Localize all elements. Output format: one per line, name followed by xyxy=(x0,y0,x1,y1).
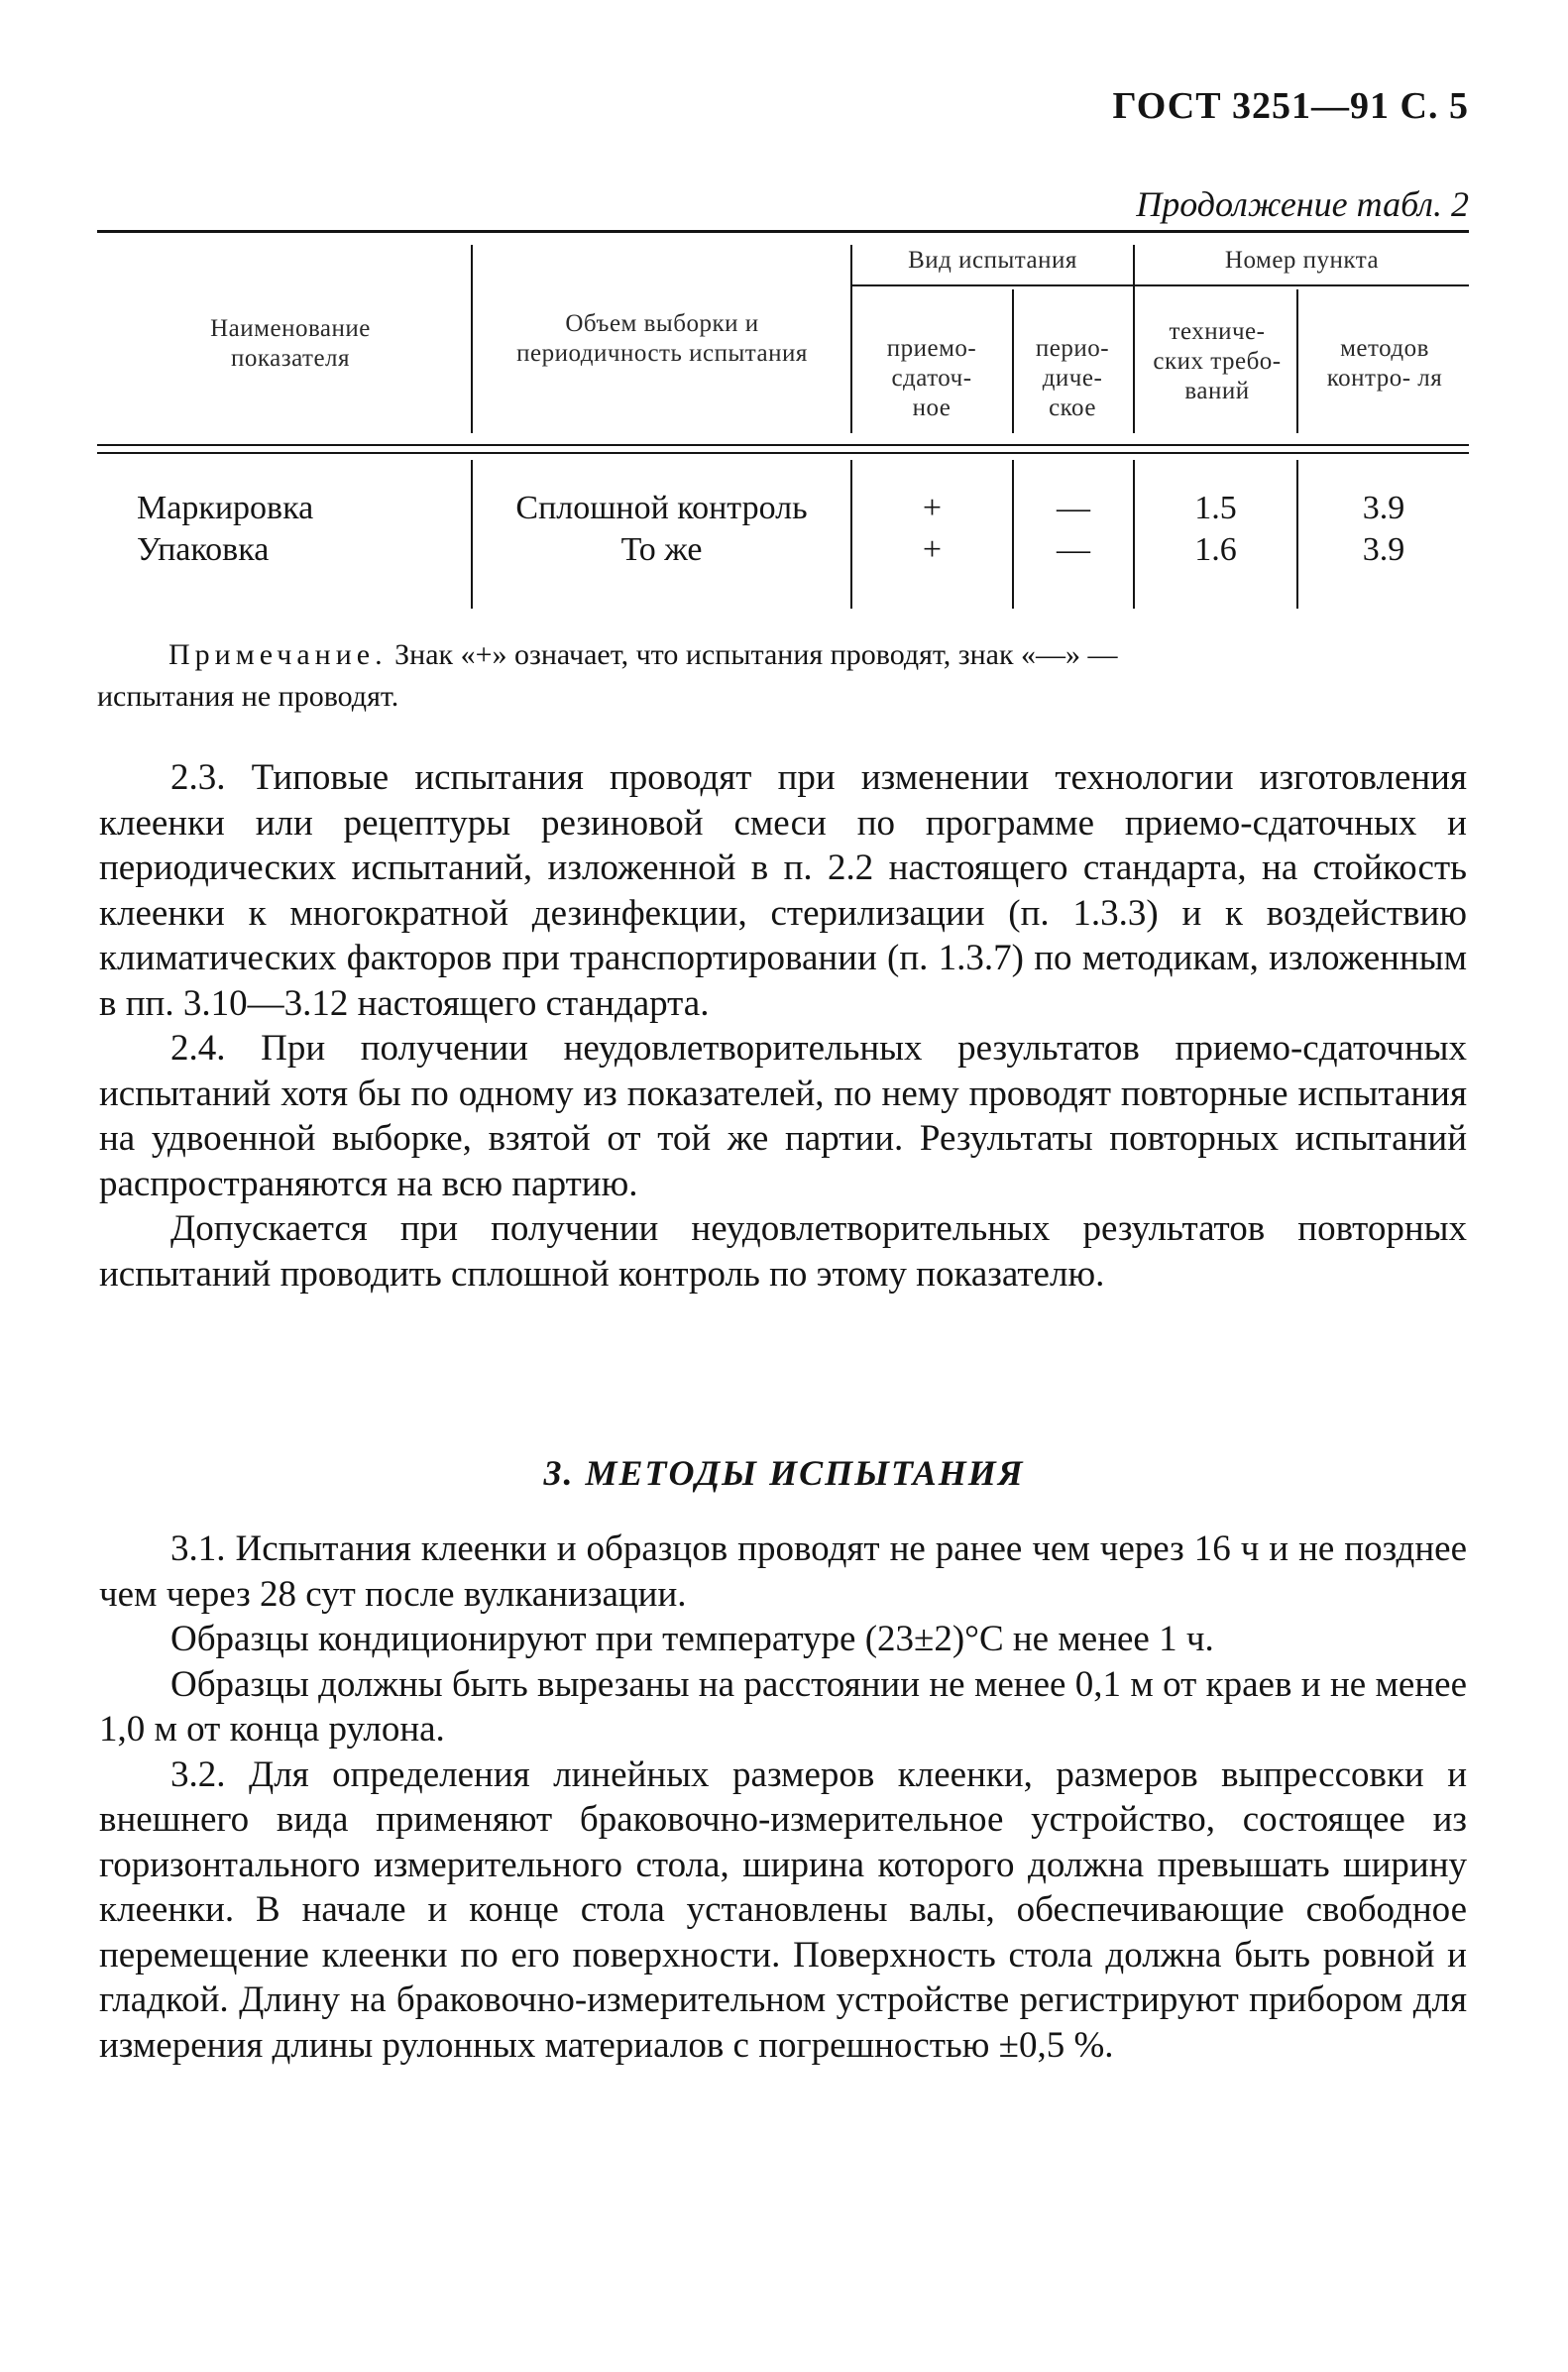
note-text: Знак «+» означает, что испытания проводят, знак «—» — xyxy=(394,638,1118,671)
col-header-clause-number: Номер пункта xyxy=(1224,247,1380,274)
section-3-title: 3. МЕТОДЫ ИСПЫТАНИЯ xyxy=(543,1453,1025,1493)
table-cell-method: 3.9 xyxy=(1362,531,1405,568)
table-cell-tech-req: 1.5 xyxy=(1194,490,1237,526)
table-cell-periodic: — xyxy=(1057,490,1090,526)
note-continuation: испытания не проводят. xyxy=(97,680,399,713)
section-3-text xyxy=(99,1526,1467,2068)
table-2 xyxy=(97,230,1469,617)
table-cell-acceptance: + xyxy=(922,531,943,568)
col-header-control-methods: методов контро- ля xyxy=(1326,335,1443,392)
col-header-tech-req: техниче- ских требо- ваний xyxy=(1153,318,1282,404)
table-header-rule-1 xyxy=(97,444,1469,446)
note-lead: Примечание. xyxy=(168,638,388,671)
col-header-sample-volume: Объем выборки и периодичность испытания xyxy=(516,310,808,367)
table-cell-method: 3.9 xyxy=(1362,490,1405,526)
table-continuation-label: Продолжение табл. 2 xyxy=(1136,184,1469,224)
paragraph-2-4: 2.4. При получении неудовлетворительных результатов приемо-сдаточных испытаний хотя бы по одному из показателей, по нему проводят повторные испытания на удвоенной выборке, взятой от той же партии. Результаты повторных испытаний распространяются на всю партию. xyxy=(99,1028,1467,1204)
table-vline xyxy=(471,245,473,433)
col-header-test-type: Вид испытания xyxy=(908,247,1077,274)
paragraph-2-4-cont: Допускается при получении неудовлетворительных результатов повторных испытаний проводить сплошной контроль по этому показателю. xyxy=(99,1208,1467,1295)
table-cell-volume: То же xyxy=(620,531,703,568)
table-note xyxy=(97,634,1467,718)
table-cell-name: Упаковка xyxy=(137,531,270,568)
table-cell-tech-req: 1.6 xyxy=(1194,531,1237,568)
table-vline xyxy=(1012,289,1014,433)
table-top-rule xyxy=(97,230,1469,233)
page-header: ГОСТ 3251—91 С. 5 xyxy=(1112,85,1469,127)
table-header-rule-2 xyxy=(97,452,1469,454)
table-cell-name: Маркировка xyxy=(137,490,314,526)
col-header-indicator: Наименование показателя xyxy=(210,315,371,372)
table-vline xyxy=(1296,289,1298,433)
col-header-periodic: перио- диче- ское xyxy=(1035,335,1110,421)
table-cell-acceptance: + xyxy=(922,490,943,526)
table-cell-volume: Сплошной контроль xyxy=(515,490,808,526)
table-cell-periodic: — xyxy=(1057,531,1090,568)
paragraph-3-1-conditioning: Образцы кондиционируют при температуре (23±2)°С не менее 1 ч. xyxy=(170,1619,1214,1659)
col-header-acceptance: приемо- сдаточ- ное xyxy=(886,335,977,421)
paragraph-2-3: 2.3. Типовые испытания проводят при изменении технологии изготовления клеенки или рецептуры резиновой смеси по программе приемо-сдаточных и периодических испытаний, изложенной в п. 2.2 настоящего стандарта, на стойкость клеенки к многократной дезинфекции, стерилизации (п. 1.3.3) и к воздействию климатических факторов при транспортировании (п. 1.3.7) по методикам, изложенным в пп. 3.10—3.12 настоящего стандарта. xyxy=(99,757,1467,1024)
paragraph-3-1-samples: Образцы должны быть вырезаны на расстоянии не менее 0,1 м от краев и не менее 1,0 м от конца рулона. xyxy=(99,1663,1467,1750)
paragraph-3-1: 3.1. Испытания клеенки и образцов проводят не ранее чем через 16 ч и не позднее чем через 28 сут после вулканизации. xyxy=(99,1528,1467,1615)
table-group-rule xyxy=(850,284,1469,286)
section-2-text xyxy=(99,755,1467,1297)
paragraph-3-2: 3.2. Для определения линейных размеров клеенки, размеров выпрессовки и внешнего вида применяют браковочно-измерительное устройство, состоящее из горизонтального измерительного стола, ширина которого должна превышать ширину клеенки. В начале и конце стола установлены валы, обеспечивающие свободное перемещение клеенки по его поверхности. Поверхность стола должна быть ровной и гладкой. Длину на браковочно-измерительном устройстве регистрируют прибором для измерения длины рулонных материалов с погрешностью ±0,5 %. xyxy=(99,1753,1467,2066)
